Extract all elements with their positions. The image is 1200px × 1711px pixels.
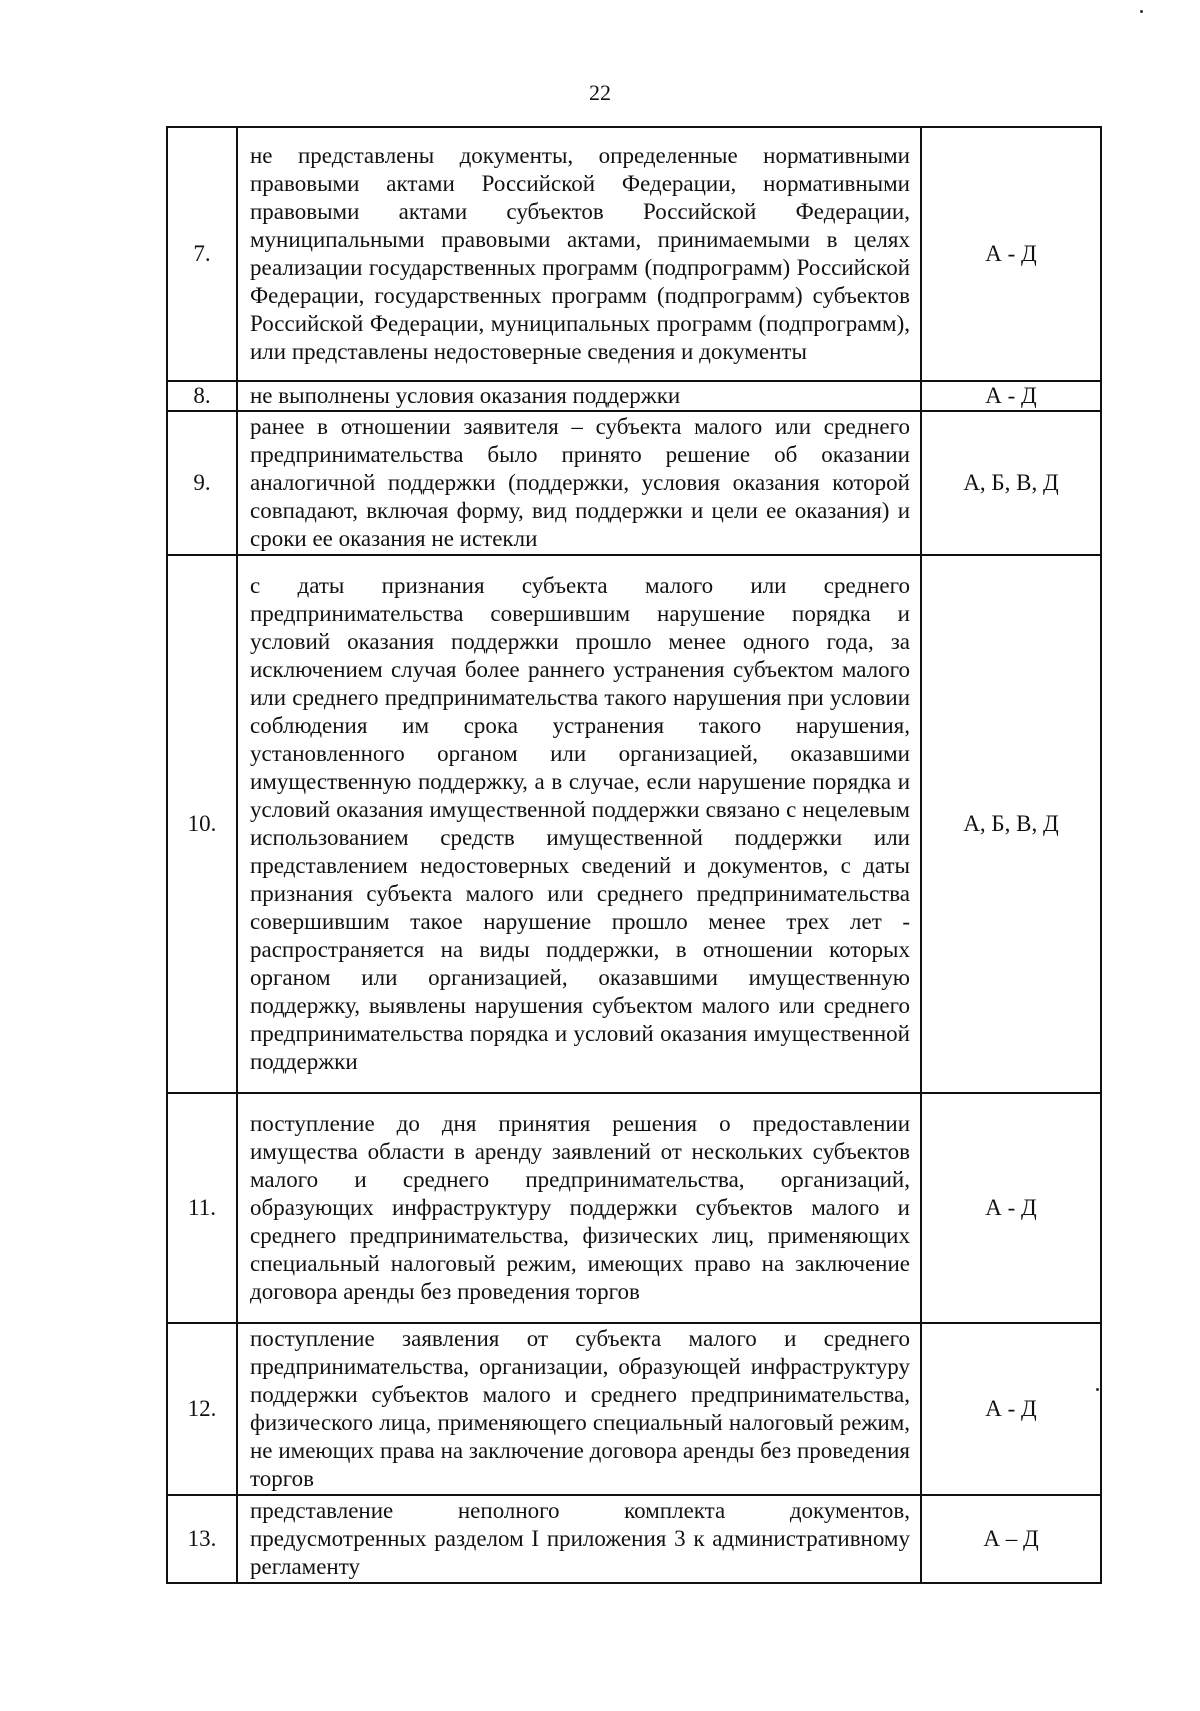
row-number: 13. [167,1495,237,1583]
row-text: не выполнены условия оказания поддержки [237,381,921,411]
row-code: А - Д [921,1093,1101,1323]
row-code: А - Д [921,381,1101,411]
scan-speck [1096,1388,1099,1391]
row-number: 12. [167,1323,237,1495]
row-number: 8. [167,381,237,411]
row-text: ранее в отношении заявителя – субъекта малого или среднего предпринимательства было принято решение об оказании аналогичной поддержки (поддержки, условия оказания которой совпадают, включая форму, вид поддержки и цели ее оказания) и сроки ее оказания не истекли [237,411,921,555]
row-text: не представлены документы, определенные нормативными правовыми актами Российской Федерации, нормативными правовыми актами субъектов Российской Федерации, муниципальными правовыми актами, принимаемыми в целях реализации государственных программ (подпрограмм) Российской Федерации, государственных программ (подпрограмм) субъектов Российской Федерации, муниципальных программ (подпрограмм), или представлены недостоверные сведения и документы [237,127,921,381]
row-text: с даты признания субъекта малого или среднего предпринимательства совершившим нарушение порядка и условий оказания поддержки прошло менее одного года, за исключением случая более раннего устранения субъектом малого или среднего предпринимательства такого нарушения при условии соблюдения им срока устранения такого нарушения, установленного органом или организацией, оказавшими имущественную поддержку, а в случае, если нарушение порядка и условий оказания имущественной поддержки связано с нецелевым использованием средств имущественной поддержки или представлением недостоверных сведений и документов, с даты признания субъекта малого или среднего предпринимательства совершившим такое нарушение прошло менее трех лет - распространяется на виды поддержки, в отношении которых органом или организацией, оказавшими имущественную поддержку, выявлены нарушения субъектом малого или среднего предпринимательства порядка и условий оказания имущественной поддержки [237,555,921,1093]
row-text: поступление заявления от субъекта малого и среднего предпринимательства, организации, образующей инфраструктуру поддержки субъектов малого и среднего предпринимательства, физического лица, применяющего специальный налоговый режим, не имеющих права на заключение договора аренды без проведения торгов [237,1323,921,1495]
row-text: представление неполного комплекта документов, предусмотренных разделом I приложения 3 к административному регламенту [237,1495,921,1583]
table-row [167,1495,1101,1583]
row-code: А, Б, В, Д [921,555,1101,1093]
row-number: 10. [167,555,237,1093]
table-row [167,1323,1101,1495]
scan-speck [1140,10,1143,13]
table-row [167,411,1101,555]
refusal-grounds-table [166,126,1102,1584]
table-row [167,381,1101,411]
row-text: поступление до дня принятия решения о предоставлении имущества области в аренду заявлений от нескольких субъектов малого и среднего предпринимательства, организаций, образующих инфраструктуру поддержки субъектов малого и среднего предпринимательства, физических лиц, применяющих специальный налоговый режим, имеющих право на заключение договора аренды без проведения торгов [237,1093,921,1323]
row-code: А, Б, В, Д [921,411,1101,555]
page-number: 22 [589,80,611,105]
table-row [167,1093,1101,1323]
row-code: А – Д [921,1495,1101,1583]
row-code: А - Д [921,127,1101,381]
row-code: А - Д [921,1323,1101,1495]
table-row [167,555,1101,1093]
row-number: 11. [167,1093,237,1323]
row-number: 9. [167,411,237,555]
row-number: 7. [167,127,237,381]
table-row [167,127,1101,381]
